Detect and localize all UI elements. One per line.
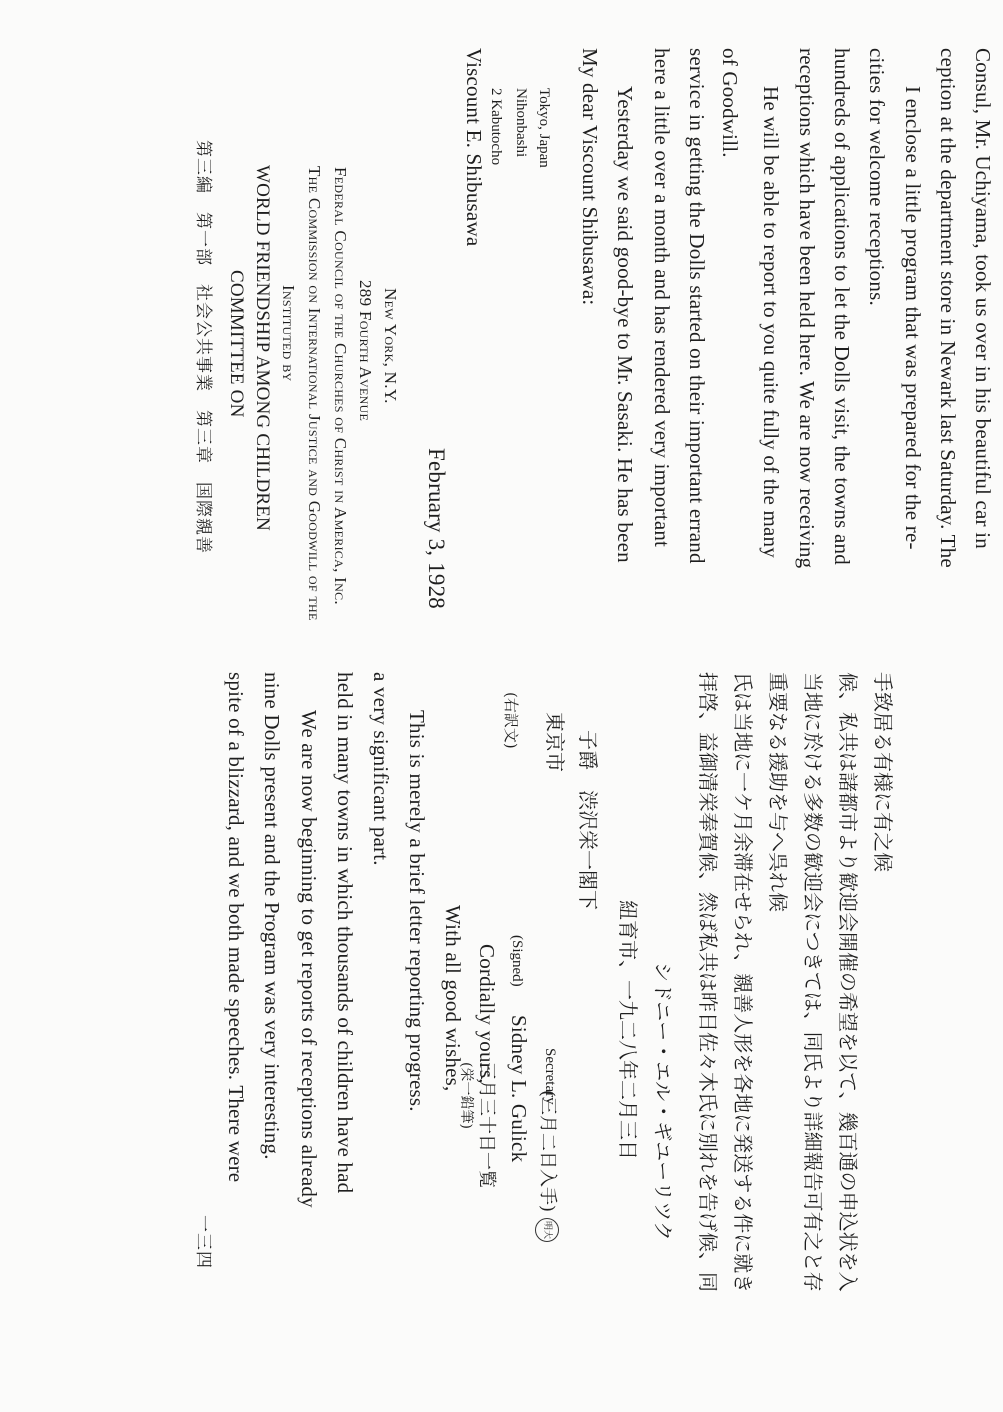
body-line: a very significant part. <box>369 672 393 866</box>
letterhead-line1: COMMITTEE ON <box>226 270 247 418</box>
addressee-addr1: 2 Kabutocho <box>488 88 504 166</box>
body-line: He will be able to report to you quite fully of the many <box>759 86 783 558</box>
body-line: Yesterday we said good-bye to Mr. Sasaki. He has been <box>613 86 637 563</box>
body-line: receptions which have been held here. We are now receiving <box>795 48 819 569</box>
pencil-text: 三月三十日一覧 <box>476 1062 497 1188</box>
pencil-label: (栄一鉛筆) <box>458 1062 474 1129</box>
closing-cordially: Cordially yours, <box>475 944 499 1084</box>
salutation: My dear Viscount Shibusawa: <box>578 48 602 306</box>
letterhead-line3: Instituted by <box>279 285 298 382</box>
body-line: hundreds of applications to let the Dolls visit, the towns and <box>830 48 854 565</box>
translation-line: 当地に於ける多数の歓迎会につきては、同氏より詳細報告可有之と存 <box>801 672 825 1292</box>
page-number: 一三四 <box>193 1215 213 1269</box>
body-line: service in getting the Dolls started on their important errand <box>685 48 709 564</box>
addressee-name: Viscount E. Shibusawa <box>462 48 486 247</box>
body-line: cities for welcome receptions. <box>865 48 889 306</box>
body-line: Consul, Mr. Uchiyama, took us over in his beautiful car in <box>971 48 995 549</box>
translation-addressee: 子爵 渋沢栄一閣下 <box>576 730 600 910</box>
received-date: (三月二日入手) <box>537 1090 558 1213</box>
body-line: spite of a blizzard, and we both made speeches. There were <box>224 672 248 1183</box>
translation-line: 拝啓、益御清栄奉賀候、然ば私共は昨日佐々木氏に別れを告げ候、同 <box>696 672 720 1292</box>
body-line: of Goodwill. <box>718 48 742 158</box>
translation-line: 氏は当地に一ケ月余滞在せられ、親善人形を各地に発送する件に就き <box>731 672 755 1294</box>
letter-date: February 3, 1928 <box>424 448 449 609</box>
body-line: held in many towns in which thousands of children have had <box>333 672 357 1194</box>
received-note <box>535 1090 559 1242</box>
seal-stamp: 明大 <box>535 1218 559 1242</box>
body-line: here a little over a month and has rendered very important <box>650 48 674 548</box>
closing-wishes: With all good wishes, <box>441 905 465 1092</box>
translation-label: (右訳文) <box>502 692 520 749</box>
addressee-addr3: Tokyo, Japan <box>536 88 552 168</box>
signer-title: Secretary <box>542 1048 558 1105</box>
body-line: We are now beginning to get reports of receptions already <box>297 710 321 1208</box>
translation-city: 東京市 <box>543 712 567 772</box>
translation-line: 候、私共は諸都市より歓迎会開催の希望を以て、幾百通の申込状を入 <box>836 672 860 1292</box>
signer-name: Sidney L. Gulick <box>507 1015 531 1163</box>
letterhead-line6: 289 Fourth Avenue <box>356 280 375 422</box>
body-line: ception at the department store in Newark last Saturday. The <box>936 48 960 568</box>
closing-signed: (Signed) <box>509 935 525 987</box>
translation-line: 重要なる援助を与へ呉れ候 <box>766 672 790 912</box>
addressee-addr2: Nihonbashi <box>513 88 529 158</box>
translation-sender-name: シドニー・エル・ギユーリツク <box>651 962 675 1241</box>
letterhead-line7: New York, N.Y. <box>381 288 400 404</box>
translation-line: 手致居る有様に有之候 <box>871 672 895 872</box>
running-head: 第三編 第一部 社会公共事業 第三章 国際親善 <box>193 140 213 554</box>
letterhead-line2: WORLD FRIENDSHIP AMONG CHILDREN <box>252 165 273 531</box>
translation-sender-line: 紐育市、一九二八年二月三日 <box>616 900 640 1160</box>
body-line: I enclose a little program that was prepared for the re- <box>901 86 925 550</box>
letterhead-line5: Federal Council of the Churches of Christ in America, Inc. <box>331 167 350 605</box>
body-line: This is merely a brief letter reporting progress. <box>405 710 429 1112</box>
letterhead-line4: The Commission on International Justice and Goodwill of the <box>305 166 324 621</box>
body-line: nine Dolls present and the Program was very interesting. <box>260 672 284 1160</box>
